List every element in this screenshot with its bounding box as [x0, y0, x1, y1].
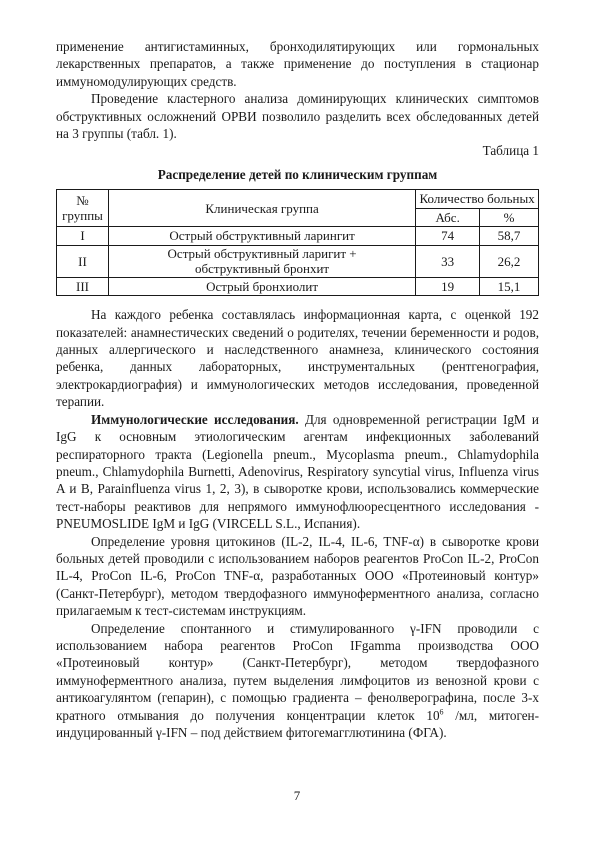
paragraph: [56, 620, 539, 742]
header-count: Количество больных: [416, 190, 539, 209]
cell-abs: 74: [416, 227, 480, 246]
cell-pct: 15,1: [480, 277, 539, 296]
paragraph: На каждого ребенка составлялась информационная карта, с оценкой 192 показателей: анамнестических сведений о родителях, течении беременности и родов, данных аллергического и наследственного анамнеза, клинического состояния ребенка, данных лабораторных, инструментальных (рентгенография, электрокардиография) и иммунологических методов исследования, проведенной терапии.: [56, 307, 539, 410]
cell-name: Острый обструктивный ларингит: [108, 227, 415, 246]
header-group-name: Клиническая группа: [108, 190, 415, 227]
paragraph: Проведение кластерного анализа доминирующих клинических симптомов обструктивных осложнений ОРВИ позволило разделить всех обследованных детей на 3 группы (табл. 1).: [56, 91, 539, 142]
document-page: [56, 38, 539, 741]
table-header-row: [57, 190, 539, 209]
cell-no: III: [57, 277, 109, 296]
cell-abs: 19: [416, 277, 480, 296]
table-row: [57, 277, 539, 296]
header-pct: %: [480, 208, 539, 227]
header-group-no: № группы: [57, 190, 109, 227]
header-abs: Абс.: [416, 208, 480, 227]
paragraph: [56, 411, 539, 533]
clinical-groups-table: [56, 189, 539, 296]
superscript: 6: [439, 707, 444, 717]
page-number: 7: [293, 788, 301, 803]
cell-no: II: [57, 245, 109, 277]
paragraph-text: /мл, митоген-индуцированный γ-IFN – под действием фитогемагглютинина (ФГА).: [56, 707, 539, 740]
paragraph-text: Для одновременной регистрации IgM и IgG к основным этиологическим агентам инфекционных заболеваний респираторного тракта (Legionella pneum., Mycoplasma pneum., Chlamydophila pneum., Chlamydophila Burnetti, Adenovirus, Respiratory syncytial virus, Influenza virus A и B, Parainfluenza virus 1, 2, 3), в сыворотке крови, использовались коммерческие тест-наборы реактивов для непрямого иммунофлюоресцентного исследования - PNEUMOSLIDE IgM и IgG (VIRCELL S.L., Испания).: [56, 411, 539, 532]
section-heading: Иммунологические исследования.: [91, 411, 299, 427]
paragraph-text: Определение спонтанного и стимулированного γ-IFN проводили с использованием набора реагентов ProCon IFgamma производства ООО «Протеиновый контур» (Санкт-Петербург), методом твердофазного иммуноферментного анализа, путем выделения лимфоцитов из венозной крови с антикоагулянтом (гепарин), с помощью градиента – фенолверографина, после 3-х кратного отмывания до получения концентрации клеток 10: [56, 620, 539, 723]
table-row: [57, 245, 539, 277]
cell-pct: 26,2: [480, 245, 539, 277]
table-caption: Распределение детей по клиническим группам: [157, 166, 438, 182]
cell-pct: 58,7: [480, 227, 539, 246]
paragraph: Определение уровня цитокинов (IL-2, IL-4, IL-6, TNF-α) в сыворотке крови больных детей проводили с использованием наборов реагентов ProCon IL-2, ProCon IL-4, ProCon IL-6, ProCon TNF-α, разработанных ООО «Протеиновый контур» (Санкт-Петербург), методом твердофазного иммуноферментного анализа, согласно прилагаемым к тест-системам инструкциям.: [56, 533, 539, 619]
table-row: [57, 227, 539, 246]
paragraph: применение антигистаминных, бронходилятирующих или гормональных лекарственных препаратов, а также применение до поступления в стационар иммуномодулирующих средств.: [56, 39, 539, 89]
cell-abs: 33: [416, 245, 480, 277]
cell-name: Острый обструктивный ларигит + обструктивный бронхит: [108, 245, 415, 277]
cell-no: I: [57, 227, 109, 246]
table-label: Таблица 1: [482, 143, 539, 159]
cell-name: Острый бронхиолит: [108, 277, 415, 296]
